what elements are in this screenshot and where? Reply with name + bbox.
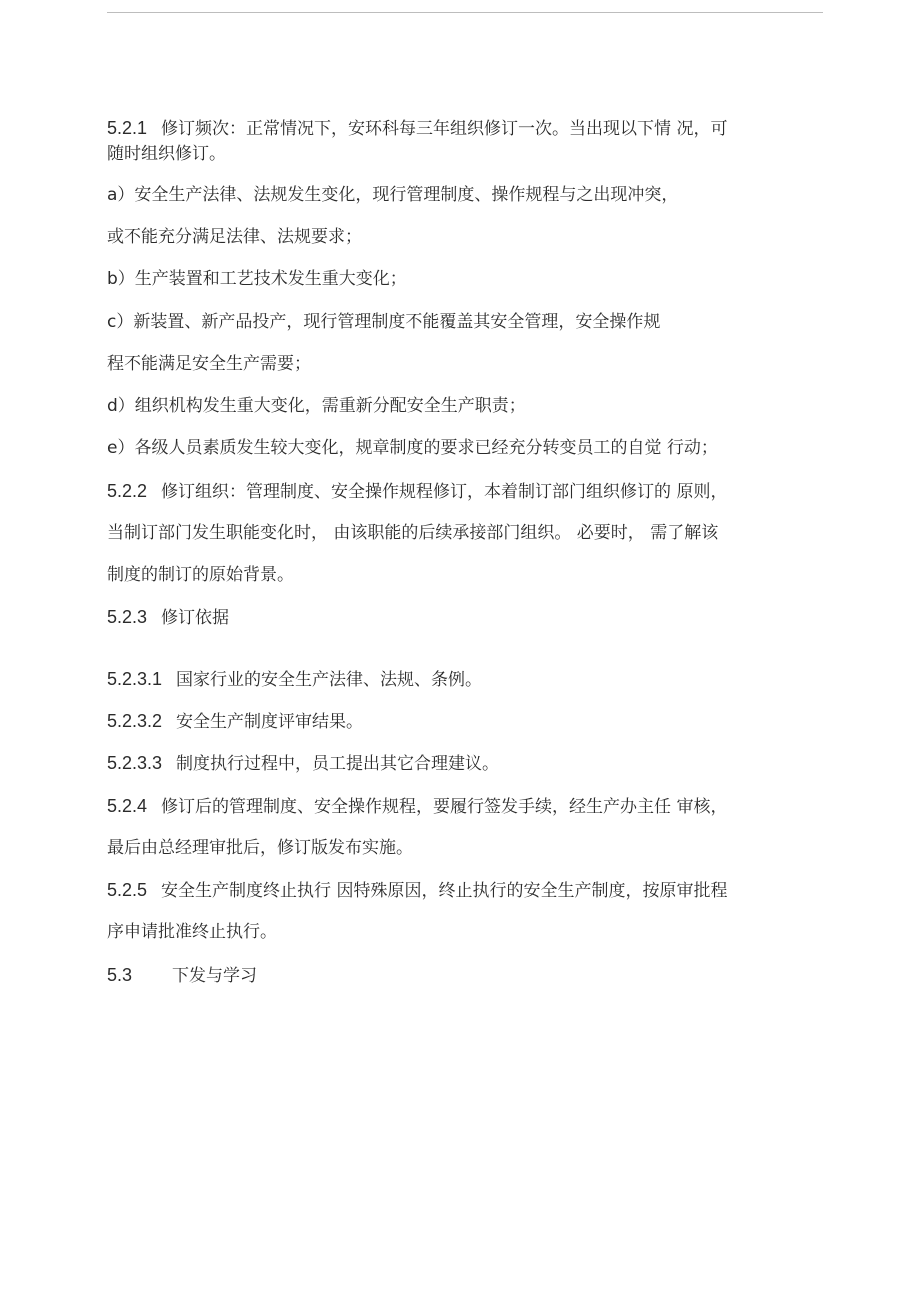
- list-item-text: 或不能充分满足法律、法规要求；: [107, 227, 362, 247]
- section-number: 5.2.1: [107, 118, 148, 138]
- list-item-text: 程不能满足安全生产需要；: [107, 354, 311, 374]
- paragraph-text: 安全生产制度评审结果。: [176, 712, 364, 732]
- section-number: 5.2.2: [107, 481, 148, 501]
- section-5-2-1-line-2: [107, 144, 226, 164]
- list-item-d: [107, 396, 526, 416]
- list-item-b: [107, 269, 407, 289]
- section-number: 5.2.3.1: [107, 669, 163, 689]
- list-item-text: a）安全生产法律、法规发生变化，现行管理制度、操作规程与之出现冲突，: [107, 185, 679, 205]
- section-title: 下发与学习: [172, 966, 258, 986]
- header-rule: [107, 12, 823, 13]
- list-item-text: b）生产装置和工艺技术发生重大变化；: [107, 269, 407, 289]
- list-item-text: e）各级人员素质发生较大变化，规章制度的要求已经充分转变员工的自觉 行动；: [107, 438, 718, 458]
- list-item-e: [107, 438, 718, 458]
- section-number: 5.3: [107, 965, 133, 985]
- paragraph-text: 制度执行过程中，员工提出其它合理建议。: [176, 754, 500, 774]
- list-item-c-line-1: [107, 312, 660, 332]
- paragraph-text: 序申请批准终止执行。: [107, 922, 277, 942]
- section-number: 5.2.3.2: [107, 711, 163, 731]
- paragraph-text: 当制订部门发生职能变化时， 由该职能的后续承接部门组织。 必要时， 需了解该: [107, 523, 719, 543]
- paragraph-text: 修订组织：管理制度、安全操作规程修订，本着制订部门组织修订的 原则，: [161, 482, 728, 502]
- section-5-2-2-line-1: [107, 481, 727, 502]
- list-item-a-line-1: [107, 185, 678, 205]
- section-number: 5.2.4: [107, 796, 148, 816]
- section-5-2-4-line-2: [107, 838, 413, 858]
- section-number: 5.2.3: [107, 607, 148, 627]
- section-5-2-5-line-2: [107, 922, 277, 942]
- section-5-2-2-line-2: [107, 523, 718, 543]
- list-item-text: d）组织机构发生重大变化，需重新分配安全生产职责；: [107, 396, 526, 416]
- section-5-2-2-line-3: [107, 565, 294, 585]
- section-5-2-3-heading: [107, 607, 229, 628]
- paragraph-text: 修订后的管理制度、安全操作规程，要履行签发手续，经生产办主任 审核，: [161, 797, 728, 817]
- list-item-c-line-2: [107, 354, 311, 374]
- section-title: 修订依据: [161, 608, 230, 628]
- section-5-2-1-line-1: [107, 118, 727, 139]
- paragraph-text: 国家行业的安全生产法律、法规、条例。: [176, 670, 483, 690]
- paragraph-text: 最后由总经理审批后，修订版发布实施。: [107, 838, 413, 858]
- list-item-a-line-2: [107, 227, 362, 247]
- section-5-2-3-3: [107, 753, 499, 774]
- section-5-2-3-2: [107, 711, 363, 732]
- paragraph-text: 制度的制订的原始背景。: [107, 565, 294, 585]
- section-number: 5.2.5: [107, 880, 148, 900]
- paragraph-text: 安全生产制度终止执行 因特殊原因，终止执行的安全生产制度，按原审批程: [161, 881, 728, 901]
- paragraph-text: 随时组织修订。: [107, 144, 226, 164]
- section-5-3-heading: [107, 965, 257, 986]
- section-number: 5.2.3.3: [107, 753, 163, 773]
- section-5-2-3-1: [107, 669, 482, 690]
- list-item-text: c）新装置、新产品投产，现行管理制度不能覆盖其安全管理，安全操作规: [107, 312, 661, 332]
- paragraph-text: 修订频次：正常情况下，安环科每三年组织修订一次。当出现以下情 况，可: [161, 119, 728, 139]
- section-5-2-4-line-1: [107, 796, 727, 817]
- section-5-2-5-line-1: [107, 880, 727, 901]
